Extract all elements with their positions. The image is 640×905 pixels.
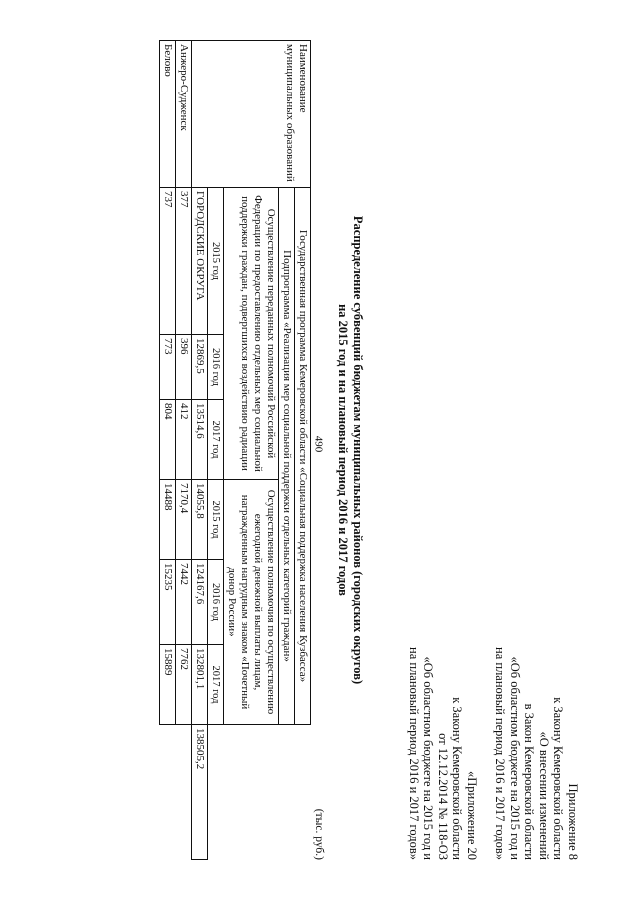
header-program: Государственная программа Кемеровской области «Социальная поддержка населения Кузбасса» [295, 188, 311, 725]
row-value: 138505,2 [192, 725, 208, 860]
page-number: 490 [312, 435, 325, 453]
row-value: 15889 [160, 645, 176, 725]
subsidies-table [159, 40, 311, 860]
title-line-2: на 2015 год и на плановый период 2016 и 2017 годов [336, 304, 350, 596]
header-subprogram: Подпрограмма «Реализация мер социальной поддержки отдельных категорий граждан» [279, 188, 295, 725]
units-label: (тыс. руб.) [313, 808, 325, 860]
appendix-20-line: к Закону Кемеровской области [450, 697, 465, 860]
row-value: 14488 [160, 480, 176, 560]
row-value: 14055,8 [192, 480, 208, 560]
appendix-8-line: к Закону Кемеровской области [551, 697, 566, 860]
appendix-20-line: «Об областном бюджете на 2015 год и [421, 656, 436, 860]
rotated-document [162, 40, 580, 860]
appendix-20-line: «Приложение 20 [465, 771, 479, 860]
appendix-8-line: «Об областном бюджете на 2015 год и [508, 656, 522, 860]
table-row [176, 41, 192, 860]
header-group-radiation: Осуществление переданных полномочий Российской Федерации по предоставлению отдельных мер социальной поддержки граждан, подвергшихся воздействию радиации [224, 188, 279, 480]
header-year: 2017 год [208, 645, 224, 725]
appendix-8-line: на плановый период 2016 и 2017 годов» [493, 647, 508, 860]
table-row [160, 41, 176, 860]
header-year: 2015 год [208, 188, 224, 335]
header-year: 2017 год [208, 400, 224, 480]
row-value: 412 [176, 400, 192, 480]
header-year: 2015 год [208, 480, 224, 560]
appendix-block [407, 440, 581, 860]
row-name: ГОРОДСКИЕ ОКРУГА [192, 188, 208, 335]
row-name: Анжеро-Судженск [176, 41, 192, 188]
row-value: 124167,6 [192, 560, 208, 645]
document-title [335, 40, 365, 860]
appendix-8-line: в Закон Кемеровской области [522, 703, 537, 860]
appendix-8-line: Приложение 8 [566, 783, 580, 860]
row-value: 773 [160, 335, 176, 400]
row-value: 7762 [176, 645, 192, 725]
header-municipality: Наименование муниципальных образований [192, 41, 311, 188]
row-name: Белово [160, 41, 176, 188]
row-value: 132801,1 [192, 645, 208, 725]
row-value: 396 [176, 335, 192, 400]
row-value: 377 [176, 188, 192, 335]
row-value: 7442 [176, 560, 192, 645]
appendix-8-line: «О внесении изменений [537, 731, 551, 860]
row-value: 12869,5 [192, 335, 208, 400]
row-value: 7170,4 [176, 480, 192, 560]
row-value: 804 [160, 400, 176, 480]
row-value: 15235 [160, 560, 176, 645]
row-value: 737 [160, 188, 176, 335]
header-year: 2016 год [208, 335, 224, 400]
appendix-20-line: от 12.12.2014 № 118-ОЗ [436, 733, 450, 860]
header-year: 2016 год [208, 560, 224, 645]
appendix-20-line: на плановый период 2016 и 2017 годов» [407, 647, 421, 860]
header-group-donor: Осуществление полномочия по осуществлению ежегодной денежной выплаты лицам, награжденным нагрудным знаком «Почетный донор России» [224, 480, 279, 725]
title-line-1: Распределение субвенций бюджетам муниципальных районов (городских округов) [351, 215, 365, 685]
row-value: 13514,6 [192, 400, 208, 480]
